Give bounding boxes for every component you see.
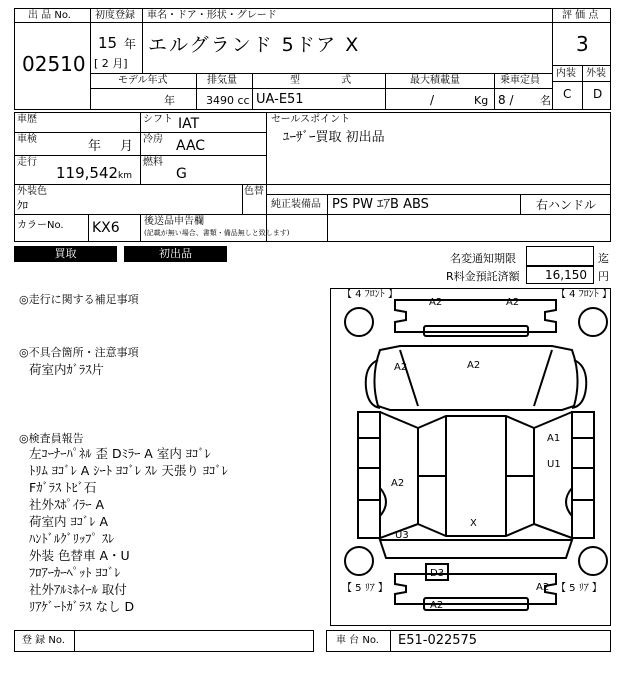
name-change-box [526, 246, 594, 266]
tire-front-right-label: 【 4 ﾌﾛﾝﾄ 】 [556, 289, 612, 300]
right-side-a1-code: A1 [547, 433, 561, 444]
recycle-fee-label: R料金預託済額 [446, 270, 520, 283]
left-rear-u3-code: U3 [395, 530, 409, 541]
capacity-label: 乗車定員 [500, 75, 540, 86]
inspector-line: ﾊﾝﾄﾞﾙｸﾞﾘｯﾌﾟ ｽﾚ [29, 531, 115, 546]
displacement-label: 排気量 [207, 75, 237, 86]
score-label: 評 価 点 [562, 10, 599, 21]
inspector-line: 社外ｱﾙﾐﾎｲｰﾙ 取付 [29, 582, 127, 597]
hood-left-code: A2 [394, 362, 408, 373]
equipment-label: 純正装備品 [271, 199, 321, 210]
chassis-no-label: 車 台 No. [336, 635, 379, 646]
driving-notes-heading: ◎走行に関する補足事項 [19, 293, 139, 306]
ac-value: AAC [176, 138, 206, 154]
documents-note: (記載が無い場合、書類・備品無しと致します) [144, 229, 290, 237]
score-value: 3 [576, 32, 589, 56]
capacity-value: 8 / [498, 93, 514, 107]
defects-heading: ◎不具合箇所・注意事項 [19, 346, 139, 359]
fuel-label: 燃料 [143, 157, 163, 168]
shift-label: シフト [143, 114, 173, 125]
inspector-line: 外装 色替車 A・U [29, 548, 130, 563]
chassis-no-value: E51-022575 [398, 633, 478, 648]
type-label: 型 式 [290, 75, 352, 86]
first-registration-month: [ 2 月] [94, 57, 128, 70]
interior-label: 内装 [556, 68, 576, 79]
rear-glass-d3-code: D3 [430, 568, 445, 579]
inspector-line: 荷室内 ﾖｺﾞﾚ A [29, 514, 108, 529]
color-no-label: カラーNo. [17, 220, 64, 231]
rear-lower-a2-code: A2 [430, 600, 444, 611]
lot-label: 出 品 No. [28, 10, 71, 21]
vehicle-name: エルグランド 5ドア X [148, 34, 361, 56]
right-side-u1-code: U1 [547, 459, 561, 470]
front-bumper-right-code: A2 [506, 297, 520, 308]
max-load-unit: Kg [474, 94, 489, 107]
color-no-value: KX6 [92, 220, 120, 236]
registration-no-label: 登 録 No. [22, 635, 65, 646]
first-listing-badge: 初出品 [124, 246, 227, 262]
history-label: 車歴 [17, 114, 37, 125]
exterior-color-value: ｸﾛ [17, 199, 28, 212]
inspector-line: ﾄﾘﾑ ﾖｺﾞﾚ A ｼｰﾄ ﾖｺﾞﾚ ｽﾚ 天張り ﾖｺﾞﾚ [29, 463, 228, 478]
roof-x-code: X [470, 518, 477, 529]
tire-rear-right-label: 【 5 ﾘｱ 】 [556, 583, 602, 594]
inspection-label: 車検 [17, 134, 37, 145]
mileage-value: 119,542 [56, 164, 119, 182]
sales-point-label: セールスポイント [271, 114, 351, 125]
equipment-value: PS PW ｴｱB ABS [332, 197, 429, 212]
ac-label: 冷房 [143, 134, 163, 145]
inspector-line: ﾘｱｹﾞｰﾄｶﾞﾗｽ なし D [29, 599, 135, 614]
inspector-line: 社外ｽﾎﾟｲﾗｰ A [29, 497, 105, 512]
model-year-unit: 年 [164, 94, 175, 107]
recycle-fee-unit: 円 [598, 270, 609, 283]
left-side-a2-code: A2 [391, 478, 405, 489]
type-value: UA-E51 [256, 92, 304, 107]
inspector-heading: ◎検査員報告 [19, 432, 84, 445]
vehicle-name-label: 車名・ドア・形状・グレード [147, 10, 277, 21]
steering-value: 右ハンドル [536, 198, 597, 212]
inspection-month-unit: 月 [120, 139, 134, 154]
exterior-label: 外装 [586, 68, 606, 79]
diagram-frame [330, 288, 611, 626]
inspection-year-unit: 年 [88, 139, 102, 154]
exterior-score: D [593, 87, 603, 101]
recycle-fee-value: 16,150 [545, 268, 587, 282]
defects-line: 荷室内ｶﾞﾗｽ片 [29, 362, 105, 377]
tire-rear-left-label: 【 5 ﾘｱ 】 [342, 583, 388, 594]
first-registration-label: 初度登録 [95, 10, 135, 21]
fuel-value: G [176, 166, 187, 182]
capacity-unit: 名 [540, 94, 551, 107]
tire-front-left-label: 【 4 ﾌﾛﾝﾄ 】 [342, 289, 398, 300]
max-load-label: 最大積載量 [410, 75, 460, 86]
lot-number: 02510 [22, 52, 86, 76]
first-registration-year: 15 [98, 34, 118, 52]
inspector-line: 左ｺｰﾅｰﾊﾟﾈﾙ 歪 Dﾐﾗｰ A 室内 ﾖｺﾞﾚ [29, 446, 211, 461]
documents-label: 後送品申告欄 [144, 216, 204, 227]
shift-value: IAT [178, 116, 200, 132]
first-registration-year-unit: 年 [124, 37, 137, 51]
interior-score: C [563, 87, 572, 101]
name-change-unit: 迄 [598, 252, 609, 265]
max-load-value: / [430, 93, 435, 107]
sales-point-value: ﾕｰｻﾞｰ買取 初出品 [283, 130, 385, 145]
inspector-line: Fｶﾞﾗｽ ﾄﾋﾞ石 [29, 480, 97, 495]
rear-bumper-a2-code: A2 [536, 582, 550, 593]
name-change-label: 名変通知期限 [450, 252, 516, 265]
front-bumper-left-code: A2 [429, 297, 443, 308]
model-year-label: モデル年式 [118, 75, 168, 86]
hood-center-code: A2 [467, 360, 481, 371]
inspector-line: ﾌﾛｱｰｶｰﾍﾟｯﾄ ﾖｺﾞﾚ [29, 565, 121, 580]
repaint-label: 色替 [244, 186, 264, 197]
purchase-badge: 買取 [14, 246, 117, 262]
exterior-color-label: 外装色 [17, 186, 47, 197]
mileage-label: 走行 [17, 157, 37, 168]
mileage-unit: km [118, 171, 132, 181]
displacement-value: 3490 cc [206, 94, 250, 107]
